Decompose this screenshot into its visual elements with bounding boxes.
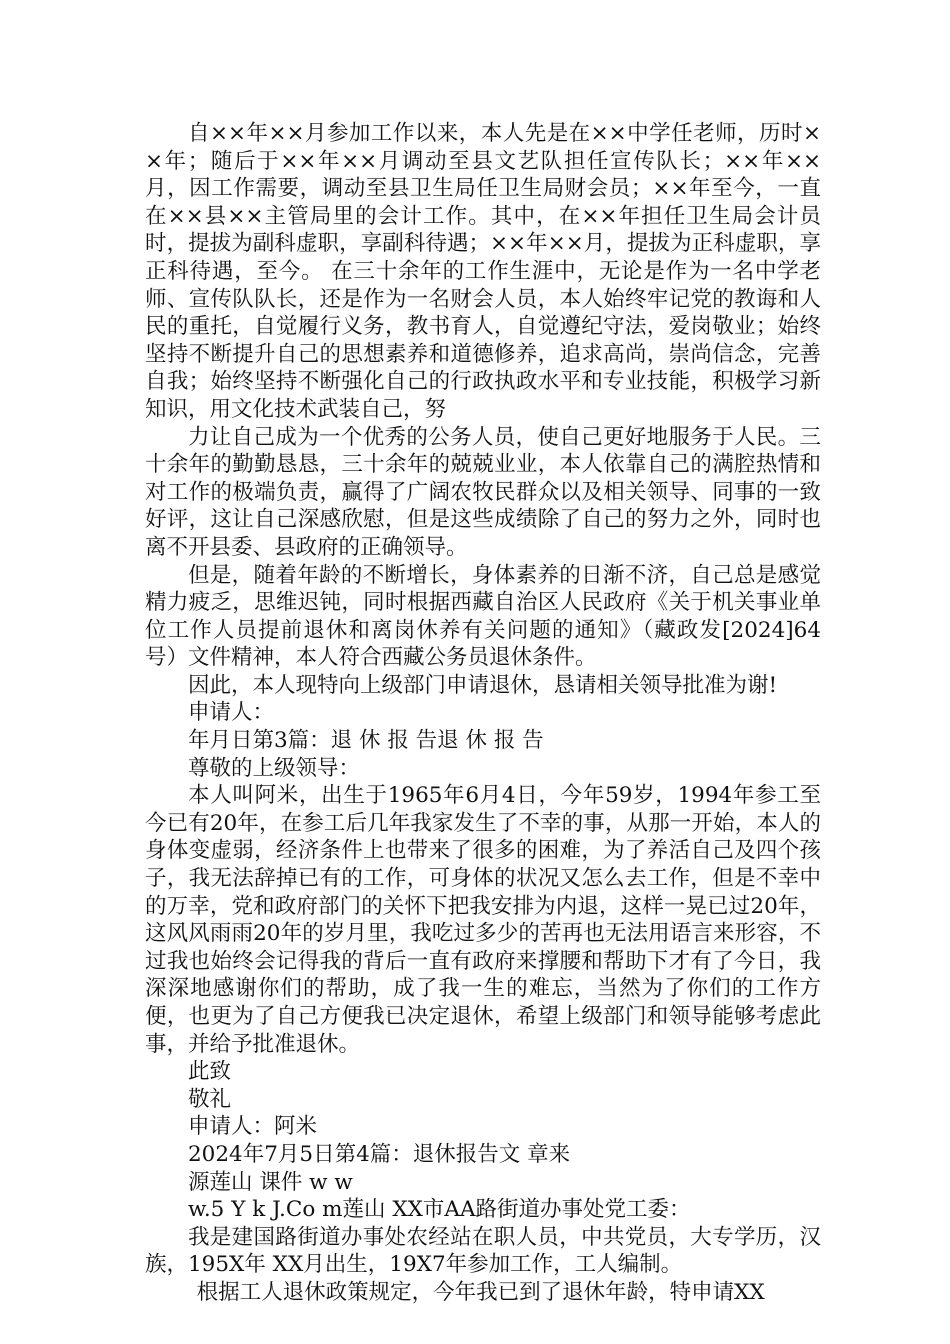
paragraph-health-policy: 但是，随着年龄的不断增长，身体素养的日渐不济，自己总是感觉精力疲乏，思维迟钝，同时根据西藏自治区人民政府《关于机关事业单位工作人员提前退休和离岗休养有关问题的通知》（藏政发[2024]64号）文件精神，本人符合西藏公务员退休条件。 (145, 562, 821, 671)
paragraph-self-intro: 我是建国路街道办事处农经站在职人员，中共党员，大专学历，汉族，195X年 XX月出生，19X7年参加工作，工人编制。 (145, 1224, 821, 1278)
paragraph-request: 因此，本人现特向上级部门申请退休，恳请相关领导批准为谢! (188, 672, 778, 698)
paragraph-achievements: 力让自己成为一个优秀的公务人员，使自己更好地服务于人民。三十余年的勤勤恳恳，三十余年的兢兢业业，本人依靠自己的满腔热情和对工作的极端负责，赢得了广阔农牧民群众以及相关领导、同事的一致好评，这让自己深感欣慰，但是这些成绩除了自己的努力之外，同时也离不开县委、县政府的正确领导。 (145, 424, 821, 560)
closing-jingli: 敬礼 (188, 1086, 232, 1112)
date-section-title-4: 2024年7月5日第4篇：退休报告文 章来 (188, 1141, 571, 1167)
paragraph-career-history: 自××年××月参加工作以来，本人先是在××中学任老师，历时××年；随后于××年××月调动至县文艺队担任宣传队长；××年××月，因工作需要，调动至县卫生局任卫生局财会员；××年至今，一直在××县××主管局里的会计工作。其中，在××年担任卫生局会计员时，提拔为副科虚职，享副科待遇；××年××月，提拔为正科虚职，享正科待遇，至今。 在三十余年的工作生涯中，无论是作为一名中学老师、宣传队队长，还是作为一名财会人员，本人始终牢记党的教诲和人民的重托，自觉履行义务，教书育人，自觉遵纪守法，爱岗敬业；始终坚持不断提升自己的思想素养和道德修养，追求高尚，崇尚信念，完善自我；始终坚持不断强化自己的行政执政水平和专业技能，积极学习新知识，用文化技术武装自己，努 (145, 121, 821, 422)
document-page (145, 120, 821, 1307)
applicant-ami: 申请人：阿米 (188, 1114, 318, 1140)
salutation: 尊敬的上级领导： (188, 755, 361, 781)
paragraph-ami-letter: 本人叫阿米，出生于1965年6月4日，今年59岁，1994年参工至今已有20年，在参工后几年我家发生了不幸的事，从那一开始，本人的身体变虚弱，经济条件上也带来了很多的困难，为了养活自己及四个孩子，我无法辞掉已有的工作，可身体的状况又怎么去工作，但是不幸中的万幸，党和政府部门的关怀下把我安排为内退，这样一晃已过20年，这风风雨雨20年的岁月里，我吃过多少的苦再也无法用语言来形容，不过我也始终会记得我的背后一直有政府来撑腰和帮助下才有了今日，我深深地感谢你们的帮助，成了我一生的难忘，当然为了你们的工作方便，也更为了自己方便我已决定退休，希望上级部门和领导能够考虑此事，并给予批准退休。 (145, 783, 821, 1057)
source-line-2: w.5 Y k J.Co m莲山 XX市AA路街道办事处党工委： (188, 1197, 691, 1223)
closing-cizhi: 此致 (188, 1059, 232, 1085)
section-title-3: 年月日第3篇：退 休 报 告退 休 报 告 (188, 728, 544, 754)
paragraph-retirement-policy: 根据工人退休政策规定，今年我已到了退休年龄，特申请XX (196, 1279, 765, 1305)
applicant-line: 申请人： (188, 700, 275, 726)
source-line-1: 源莲山 课件 w w (188, 1169, 353, 1195)
